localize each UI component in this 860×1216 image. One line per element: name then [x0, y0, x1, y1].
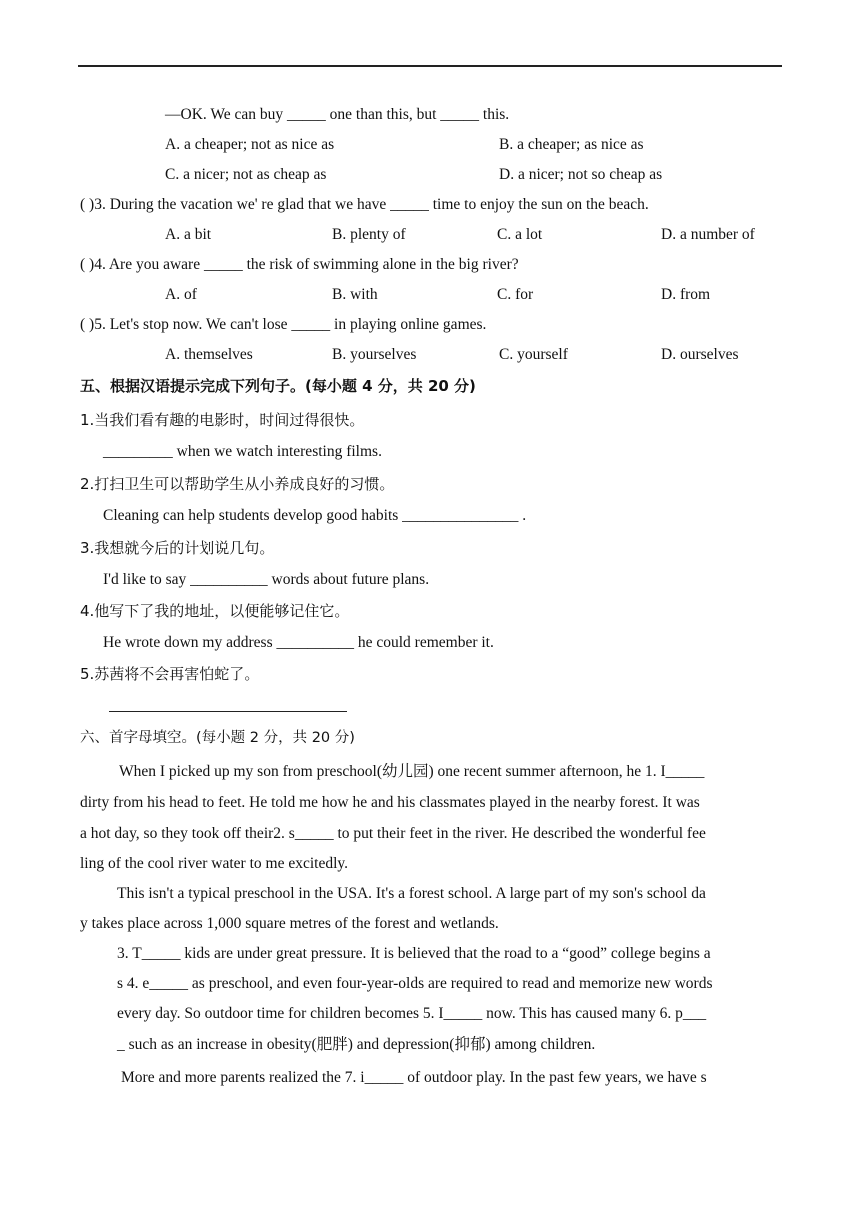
q4-option-d: D. from	[661, 286, 711, 303]
passage-line: every day. So outdoor time for children becomes 5. I_____ now. This has caused many 6. p___	[117, 1005, 707, 1022]
s5-item3-en: I'd like to say __________ words about future plans.	[103, 571, 430, 588]
q3-option-b: B. plenty of	[332, 226, 406, 243]
s5-item1-cn: 1.当我们看有趣的电影时，时间过得很快。	[80, 411, 365, 429]
q5-stem: ( )5. Let's stop now. We can't lose _____ in playing online games.	[80, 316, 487, 333]
passage-line: When I picked up my son from preschool(幼儿园) one recent summer afternoon, he 1. I_____	[119, 763, 705, 780]
s5-item4-en: He wrote down my address __________ he could remember it.	[103, 634, 494, 651]
section6-heading: 六、首字母填空。(每小题 2 分，共 20 分)	[80, 730, 355, 746]
passage-line: s 4. e_____ as preschool, and even four-year-olds are required to read and memorize new words	[117, 975, 713, 992]
q3-option-c: C. a lot	[497, 226, 543, 243]
q4-stem: ( )4. Are you aware _____ the risk of swimming alone in the big river?	[80, 256, 519, 273]
s5-item1-en: _________ when we watch interesting films.	[103, 443, 382, 460]
s5-item2-en: Cleaning can help students develop good habits _______________ .	[103, 507, 527, 524]
q2-option-c: C. a nicer; not as cheap as	[165, 166, 327, 183]
s5-item5-cn: 5.苏茜将不会再害怕蛇了。	[80, 665, 260, 683]
s5-item3-cn: 3.我想就今后的计划说几句。	[80, 539, 275, 557]
q4-option-a: A. of	[165, 286, 197, 303]
s5-item2-cn: 2.打扫卫生可以帮助学生从小养成良好的习惯。	[80, 475, 395, 493]
q5-option-b: B. yourselves	[332, 346, 417, 363]
q2-option-b: B. a cheaper; as nice as	[499, 136, 644, 153]
q4-option-c: C. for	[497, 286, 534, 303]
passage-line: y takes place across 1,000 square metres of the forest and wetlands.	[80, 915, 499, 932]
passage-line: 3. T_____ kids are under great pressure. It is believed that the road to a “good” college begins a	[117, 945, 711, 962]
q2-stem: —OK. We can buy _____ one than this, but _____ this.	[165, 106, 510, 123]
passage-line: dirty from his head to feet. He told me how he and his classmates played in the nearby forest. It was	[80, 794, 700, 811]
q3-option-a: A. a bit	[165, 226, 212, 243]
passage-line: More and more parents realized the 7. i_____ of outdoor play. In the past few years, we have s	[121, 1069, 707, 1086]
s5-item5-answer-line	[109, 711, 347, 712]
q5-option-c: C. yourself	[499, 346, 568, 363]
q4-option-b: B. with	[332, 286, 378, 303]
q3-option-d: D. a number of	[661, 226, 755, 243]
passage-line: _ such as an increase in obesity(肥胖) and depression(抑郁) among children.	[117, 1036, 596, 1053]
q3-stem: ( )3. During the vacation we' re glad that we have _____ time to enjoy the sun on the beach.	[80, 196, 649, 213]
s5-item4-cn: 4.他写下了我的地址，以便能够记住它。	[80, 602, 350, 620]
q5-option-a: A. themselves	[165, 346, 253, 363]
q2-option-d: D. a nicer; not so cheap as	[499, 166, 663, 183]
passage-line: ling of the cool river water to me excitedly.	[80, 855, 348, 872]
section5-heading: 五、根据汉语提示完成下列句子。(每小题 4 分，共 20 分)	[80, 377, 476, 395]
passage-line: a hot day, so they took off their2. s_____ to put their feet in the river. He described the wonderful fee	[80, 825, 706, 842]
q5-option-d: D. ourselves	[661, 346, 739, 363]
passage-line: This isn't a typical preschool in the USA. It's a forest school. A large part of my son's school da	[117, 885, 706, 902]
header-rule	[78, 65, 782, 67]
q2-option-a: A. a cheaper; not as nice as	[165, 136, 335, 153]
